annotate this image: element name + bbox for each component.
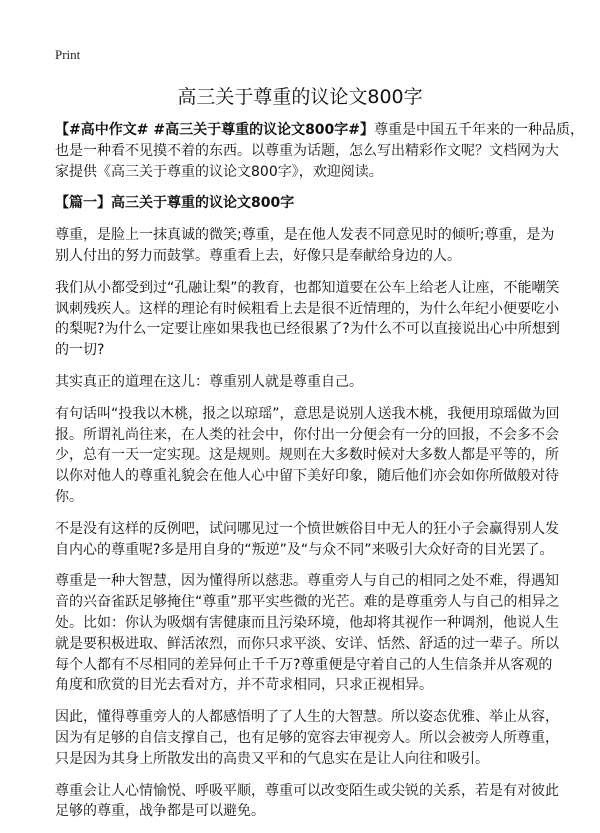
paragraph-line: 每个人都有不尽相同的差异何止千千万?尊重便是守着自己的人生信条并从客观的 [55,656,553,673]
intro-tag: 【#高中作文# #高三关于尊重的议论文800字#】 [55,122,375,138]
paragraph-line: 少，总有一天一定实现。这是规则。规则在大多数时候对大多数人都是平等的，所 [55,447,559,464]
paragraph-line: 不是没有这样的反例吧，试问哪见过一个愤世嫉俗目中无人的狂小子会赢得别人发 [55,520,559,537]
paragraph-line: 其实真正的道理在这儿：尊重别人就是尊重自己。 [55,373,363,390]
paragraph-line: 尊重是一种大智慧，因为懂得所以慈悲。尊重旁人与自己的相同之处不难，得遇知 [55,573,559,590]
document-body [55,120,585,833]
paragraph-line: 你。 [55,488,83,505]
intro-line [55,120,585,141]
paragraph [55,707,559,769]
paragraph [55,278,560,361]
paragraph [55,372,555,393]
document-title: 高三关于尊重的议论文800字 [177,86,423,108]
paragraph [55,225,555,267]
section-heading: 【篇一】高三关于尊重的议论文800字 [55,195,295,212]
paragraph-line: 角度和欣赏的目光去看对方，并不苛求相同，只求正视相异。 [55,677,433,694]
paragraph-line: 足够的尊重，战争都是可以避免。 [55,803,265,820]
intro-line: 也是一种看不见摸不着的东西。以尊重为话题，怎么写出精彩作文呢？文档网为大 [55,142,559,159]
paragraph-line: 讽刺残疾人。这样的理论有时候粗看上去是很不近情理的，为什么年纪小便要吃小 [55,300,559,317]
paragraph-line: 报。所谓礼尚往来，在人类的社会中，你付出一分便会有一分的回报，不会多不会 [55,426,559,443]
paragraph-line: 音的兴奋雀跃足够掩住“尊重”那平实些微的光芒。难的是尊重旁人与自己的相异之 [55,594,560,611]
paragraph [55,571,560,696]
paragraph [55,404,560,508]
paragraph-line: 自内心的尊重呢?多是用自身的“叛逆”及“与众不同”来吸引大众好奇的目光罢了。 [55,541,554,558]
paragraph-line: 因为有足够的自信支撑自己，也有足够的宽容去审视旁人。所以会被旁人所尊重， [55,729,559,746]
paragraph-line: 尊重会让人心情愉悦、呼吸平顺，尊重可以改变陌生或尖锐的关系，若是有对彼此 [55,782,559,799]
intro-line: 家提供《高三关于尊重的议论文800字》，欢迎阅读。 [55,163,383,180]
paragraph-line: 以你对他人的尊重礼貌会在他人心中留下美好印象，随后他们亦会如你所做般对待 [55,468,559,485]
paragraph-line: 的一切? [55,342,105,359]
paragraph-line: 有句话叫“投我以木桃，报之以琼瑶”，意思是说别人送我木桃，我便用琼瑶做为回 [55,405,560,422]
paragraph [55,781,559,823]
paragraph-line: 的梨呢?为什么一定要让座如果我也已经很累了?为什么不可以直接说出心中所想到 [55,321,560,338]
paragraph [55,519,559,561]
print-label: Print [55,47,81,62]
paragraph-line: 我们从小都受到过“孔融让梨”的教育，也都知道要在公车上给老人让座，不能嘲笑 [55,279,560,296]
intro-paragraph [55,120,585,182]
paragraph-line: 因此，懂得尊重旁人的人都感悟明了了人生的大智慧。所以姿态优雅、举止从容， [55,709,559,726]
paragraph-line: 尊重，是脸上一抹真诚的微笑;尊重，是在他人发表不同意见时的倾听;尊重，是为 [55,227,555,244]
paragraph-line: 就是要积极进取、鲜活浓烈，而你只求平淡、安详、恬然、舒适的过一辈子。所以 [55,635,559,652]
paragraph-line: 只是因为其身上所散发出的高贵又平和的气息实在是让人向往和吸引。 [55,750,489,767]
essay-paragraphs [55,225,560,822]
intro-text: 尊重是中国五千年来的一种品质， [374,122,585,138]
paragraph-line: 处。比如：你认为吸烟有害健康而且污染环境，他却将其视作一种调剂，他说人生 [55,614,559,631]
paragraph-line: 别人付出的努力而鼓掌。尊重看上去，好像只是奉献给身边的人。 [55,247,461,264]
